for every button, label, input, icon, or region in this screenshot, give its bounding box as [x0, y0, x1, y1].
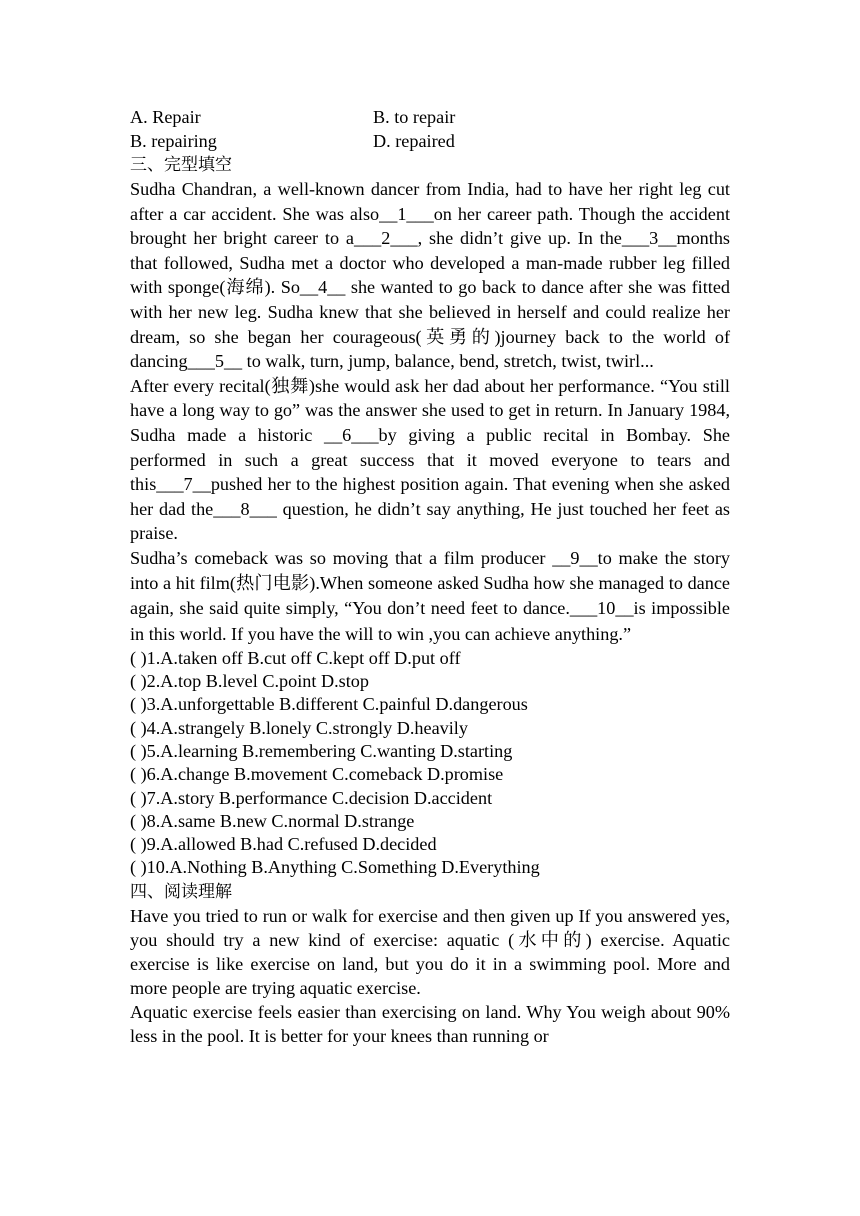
question-item: ( )7.A.story B.performance C.decision D.accident [130, 787, 493, 808]
option-b: B. to repair [373, 107, 456, 127]
question-item: ( )8.A.same B.new C.normal D.strange [130, 810, 415, 831]
question-item: ( )6.A.change B.movement C.comeback D.promise [130, 764, 504, 785]
cloze-heading: 三、完型填空 [130, 155, 232, 175]
question-item: ( )9.A.allowed B.had C.refused D.decided [130, 834, 437, 855]
question-item: ( )1.A.taken off B.cut off C.kept off D.put off [130, 647, 461, 668]
question-item: ( )5.A.learning B.remembering C.wanting D.starting [130, 740, 513, 761]
cloze-paragraph: After every recital(独舞)she would ask her dad about her performance. “You still have a long way to go” was the answer she used to get in return. In January 1984, Sudha made a historic __6___by giving a public recital in Bombay. She performed in such a great success that it moved everyone to tears and this___7__pushed her to the highest position again. That evening when she asked her dad the___8___ question, he didn’t say anything, He just touched her feet as praise. [130, 375, 730, 544]
cloze-paragraph: Sudha’s comeback was so moving that a film producer __9__to make the story into a hit film(热门电影).When someone asked Sudha how she managed to dance again, she said quite simply, “You don’t need feet to dance.___10__is impossible in this world. If you have the will to win ,you can achieve anything.” [130, 547, 730, 644]
option-b-repairing: B. repairing [130, 131, 217, 151]
reading-heading: 四、阅读理解 [130, 881, 232, 902]
option-d: D. repaired [373, 131, 455, 151]
reading-paragraph: Have you tried to run or walk for exercise and then given up If you answered yes, you should try a new kind of exercise: aquatic (水中的) exercise. Aquatic exercise is like exercise on land, but you do it in a swimming pool. More and more people are trying aquatic exercise. [130, 905, 730, 998]
cloze-paragraph: Sudha Chandran, a well-known dancer from India, had to have her right leg cut after a car accident. She was also__1___on her career path. Though the accident brought her bright career to a___2___, she didn’t give up. In the___3__months that followed, Sudha met a doctor who developed a man-made rubber leg filled with sponge(海绵). So__4__ she wanted to go back to dance after she was fitted with her new leg. Sudha knew that she believed in herself and could realize her dream, so she began her courageous(英勇的)journey back to the world of dancing___5__ to walk, turn, jump, balance, bend, stretch, twist, twirl... [130, 179, 730, 372]
question-item: ( )10.A.Nothing B.Anything C.Something D.Everything [130, 857, 540, 878]
document-page [130, 105, 730, 1048]
question-item: ( )4.A.strangely B.lonely C.strongly D.heavily [130, 717, 468, 738]
question-item: ( )2.A.top B.level C.point D.stop [130, 671, 369, 692]
question-item: ( )3.A.unforgettable B.different C.painful D.dangerous [130, 694, 528, 715]
cloze-questions-list [130, 647, 730, 880]
reading-paragraph: Aquatic exercise feels easier than exercising on land. Why You weigh about 90% less in the pool. It is better for your knees than running or [130, 1001, 730, 1046]
previous-question-options-row [130, 105, 730, 129]
previous-question-options-row [130, 129, 730, 153]
option-a: A. Repair [130, 107, 201, 127]
